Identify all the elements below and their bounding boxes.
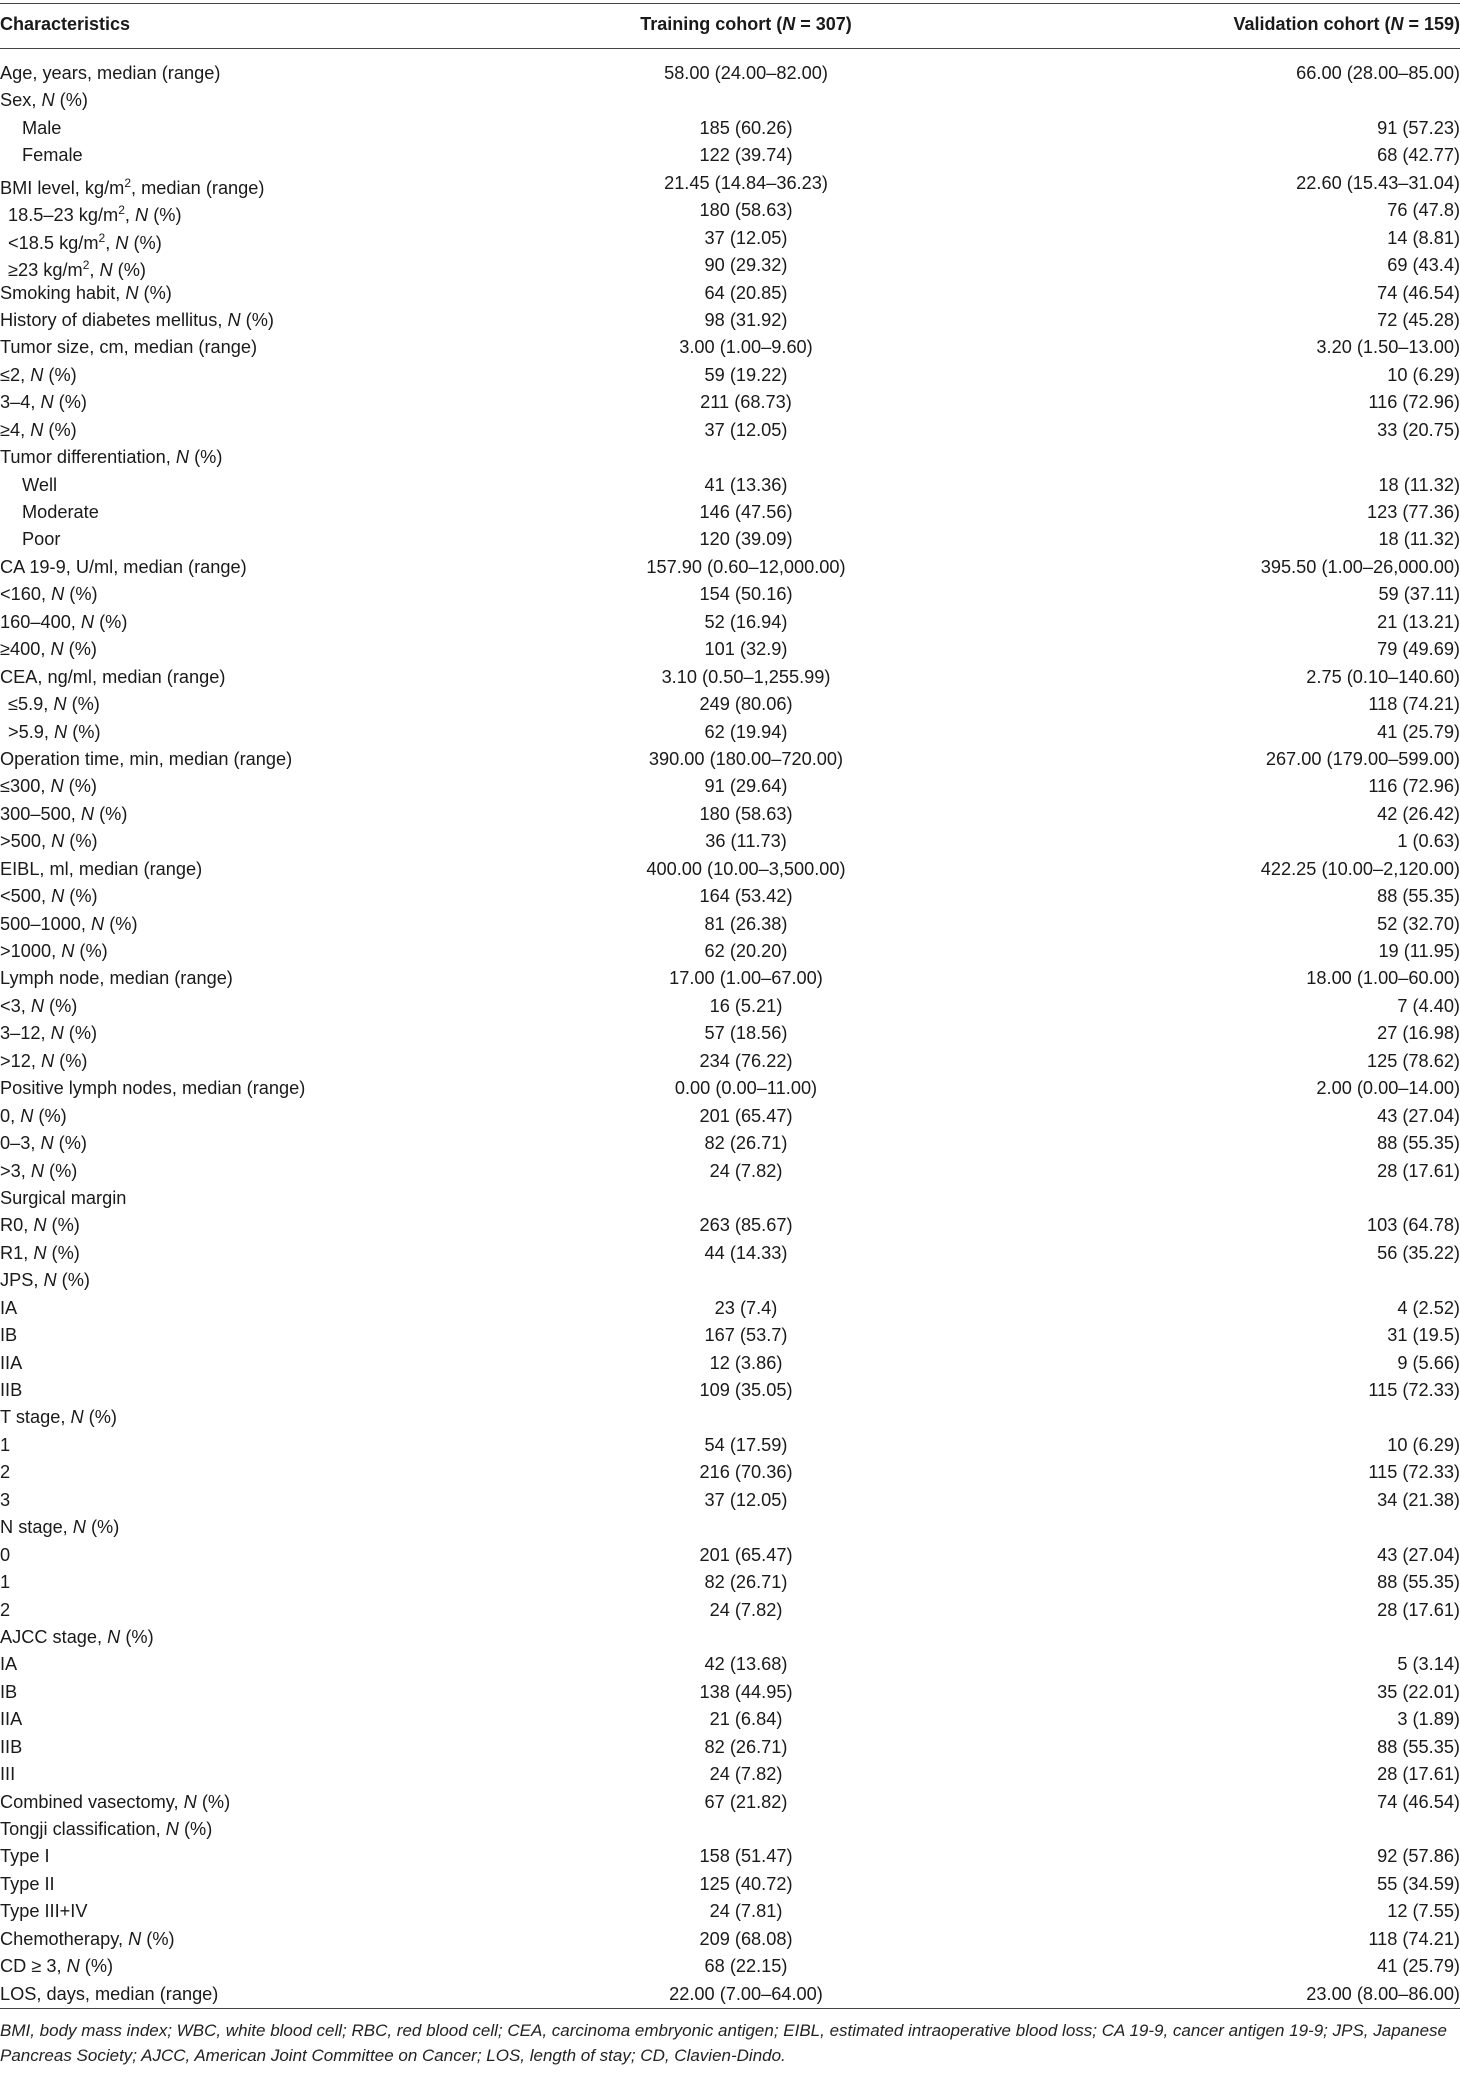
- training-value: 17.00 (1.00–67.00): [669, 968, 823, 989]
- validation-value: 28 (17.61): [1377, 1764, 1460, 1785]
- table-row: [0, 1789, 1460, 1816]
- table-row: [0, 911, 1460, 938]
- table-row: [0, 581, 1460, 608]
- row-label: ≥4, N (%): [0, 419, 77, 440]
- table-row: [0, 554, 1460, 581]
- validation-value: 69 (43.4): [1387, 255, 1460, 276]
- row-label: R1, N (%): [0, 1242, 80, 1263]
- table-row: [0, 1185, 1460, 1212]
- row-label: Age, years, median (range): [0, 63, 221, 83]
- validation-value: 4 (2.52): [1397, 1297, 1460, 1318]
- row-label: Moderate: [22, 502, 99, 522]
- row-label: ≤300, N (%): [0, 776, 97, 797]
- row-label: >12, N (%): [0, 1050, 88, 1071]
- row-label: Female: [22, 145, 83, 166]
- table-row: [0, 417, 1460, 444]
- validation-value: 72 (45.28): [1377, 309, 1460, 330]
- table-row: [0, 252, 1460, 279]
- row-label: R0, N (%): [0, 1215, 80, 1236]
- training-value: 24 (7.82): [709, 1764, 783, 1785]
- training-value: 37 (12.05): [704, 419, 788, 440]
- validation-value: 118 (74.21): [1368, 694, 1460, 715]
- table-row: [0, 362, 1460, 389]
- row-label: Type III+IV: [0, 1901, 88, 1922]
- validation-value: 88 (55.35): [1377, 886, 1460, 907]
- validation-value: 91 (57.23): [1377, 117, 1460, 138]
- row-label: IA: [0, 1654, 18, 1675]
- training-value: 36 (11.73): [705, 831, 787, 852]
- row-label: 160–400, N (%): [0, 611, 128, 632]
- training-value: 64 (20.85): [704, 282, 788, 303]
- table-row: [0, 746, 1460, 773]
- row-label: Smoking habit, N (%): [0, 282, 172, 303]
- table-row: [0, 1514, 1460, 1541]
- row-label: 0, N (%): [0, 1105, 67, 1126]
- row-label: LOS, days, median (range): [0, 1983, 219, 2004]
- row-label: III: [0, 1764, 16, 1785]
- training-value: 52 (16.94): [704, 611, 788, 632]
- table-row: [0, 636, 1460, 663]
- table-row: [0, 389, 1460, 416]
- training-value: 24 (7.82): [709, 1160, 783, 1181]
- training-value: 201 (65.47): [699, 1544, 793, 1565]
- row-label: Tumor differentiation, N (%): [0, 447, 223, 468]
- row-label: Surgical margin: [0, 1187, 127, 1208]
- row-label: 0: [0, 1544, 11, 1565]
- table-row: [0, 334, 1460, 361]
- table-row: [0, 1569, 1460, 1596]
- training-value: 249 (80.06): [699, 694, 793, 715]
- row-label: IIA: [0, 1709, 23, 1730]
- row-label: ≤5.9, N (%): [8, 694, 100, 715]
- table-row: [0, 225, 1460, 252]
- table-row: [0, 1926, 1460, 1953]
- validation-value: 18 (11.32): [1378, 474, 1460, 495]
- training-value: 82 (26.71): [704, 1736, 788, 1757]
- table-footnote: BMI, body mass index; WBC, white blood cell; RBC, red blood cell; CEA, carcinoma embryonic antigen; EIBL, estimated intraoperative blood loss; CA 19-9, cancer antigen 19-9; JPS, Japanese Pancreas Society; AJCC, American Joint Committee on Cancer; LOS, length of stay; CD, Clavien-Dindo.: [0, 2021, 1447, 2065]
- row-label: 2: [0, 1462, 11, 1483]
- training-value: 41 (13.36): [704, 474, 788, 495]
- row-label: 3: [0, 1489, 11, 1510]
- table-row: [0, 1487, 1460, 1514]
- validation-value: 12 (7.55): [1387, 1901, 1460, 1922]
- table-row: [0, 609, 1460, 636]
- validation-value: 28 (17.61): [1377, 1160, 1460, 1181]
- validation-value: 116 (72.96): [1368, 392, 1460, 413]
- table-row: [0, 499, 1460, 526]
- table-row: [0, 1404, 1460, 1431]
- row-label: >5.9, N (%): [8, 721, 101, 742]
- row-label: >1000, N (%): [0, 941, 108, 961]
- training-value: 216 (70.36): [699, 1462, 793, 1483]
- validation-value: 56 (35.22): [1377, 1242, 1460, 1263]
- table-row: [0, 1212, 1460, 1239]
- validation-value: 19 (11.95): [1378, 941, 1460, 961]
- row-label: 18.5–23 $kg/m^2$, N (%): [8, 203, 182, 226]
- table-row: [0, 664, 1460, 691]
- table-row: [0, 142, 1460, 169]
- table-row: [0, 1377, 1460, 1404]
- row-label: 3–4, N (%): [0, 392, 87, 413]
- table-row: [0, 691, 1460, 718]
- row-label: 1: [0, 1572, 11, 1593]
- validation-value: 2.75 (0.10–140.60): [1306, 666, 1460, 687]
- validation-value: 3.20 (1.50–13.00): [1316, 337, 1460, 358]
- training-value: 22.00 (7.00–64.00): [669, 1983, 823, 2004]
- row-label: ≥400, N (%): [0, 639, 97, 660]
- table-row: [0, 60, 1460, 87]
- training-value: 164 (53.42): [699, 886, 793, 907]
- row-label: 1: [0, 1434, 11, 1455]
- table-row: [0, 1103, 1460, 1130]
- table-row: [0, 1459, 1460, 1486]
- row-label: CD ≥ 3, N (%): [0, 1956, 114, 1977]
- row-label: <3, N (%): [0, 995, 78, 1016]
- training-value: 400.00 (10.00–3,500.00): [646, 858, 846, 879]
- table-row: [0, 1953, 1460, 1980]
- table-row: [0, 1048, 1460, 1075]
- validation-value: 9 (5.66): [1397, 1352, 1460, 1373]
- row-label: Well: [22, 474, 58, 495]
- row-label: Combined vasectomy, N (%): [0, 1791, 231, 1812]
- row-label: <160, N (%): [0, 584, 98, 605]
- validation-value: 35 (22.01): [1377, 1681, 1460, 1702]
- training-value: 62 (20.20): [704, 941, 788, 961]
- row-label: Male: [22, 117, 62, 138]
- training-value: 24 (7.81): [709, 1901, 783, 1922]
- training-value: 98 (31.92): [704, 309, 788, 330]
- validation-value: 59 (37.11): [1378, 584, 1460, 605]
- validation-value: 88 (55.35): [1377, 1133, 1460, 1154]
- table-header-rule: [0, 48, 1460, 49]
- training-value: 12 (3.86): [709, 1352, 783, 1373]
- training-value: 91 (29.64): [704, 776, 788, 797]
- row-label: IIA: [0, 1352, 23, 1373]
- row-label: IA: [0, 1297, 18, 1318]
- training-value: 37 (12.05): [704, 1489, 788, 1510]
- row-label: 2: [0, 1599, 11, 1620]
- table-row: [0, 773, 1460, 800]
- training-value: 120 (39.09): [699, 529, 793, 550]
- validation-value: 5 (3.14): [1397, 1654, 1460, 1675]
- row-label: 500–1000, N (%): [0, 913, 138, 934]
- validation-value: 43 (27.04): [1377, 1544, 1460, 1565]
- row-label: BMI level, $kg/m^2$, median (range): [0, 175, 265, 198]
- validation-value: 52 (32.70): [1377, 913, 1460, 934]
- table-row: [0, 1816, 1460, 1843]
- table-row: [0, 856, 1460, 883]
- validation-value: 10 (6.29): [1387, 364, 1460, 385]
- validation-value: 123 (77.36): [1366, 502, 1460, 522]
- training-value: 82 (26.71): [704, 1133, 788, 1154]
- training-value: 185 (60.26): [699, 117, 793, 138]
- validation-value: 22.60 (15.43–31.04): [1296, 172, 1460, 193]
- training-value: 180 (58.63): [699, 200, 793, 221]
- table-row: [0, 1542, 1460, 1569]
- validation-value: 103 (64.78): [1366, 1215, 1460, 1236]
- training-value: 58.00 (24.00–82.00): [664, 63, 828, 83]
- table-row: [0, 1350, 1460, 1377]
- table-row: [0, 1761, 1460, 1788]
- table-row: [0, 1981, 1460, 2008]
- row-label: Positive lymph nodes, median (range): [0, 1078, 306, 1099]
- table-row: [0, 115, 1460, 142]
- training-value: 180 (58.63): [699, 803, 793, 824]
- row-label: ≤2, N (%): [0, 364, 77, 385]
- table-row: [0, 1075, 1460, 1102]
- row-label: Chemotherapy, N (%): [0, 1928, 175, 1949]
- validation-value: 74 (46.54): [1377, 282, 1460, 303]
- row-label: Poor: [22, 529, 61, 550]
- table-row: [0, 1898, 1460, 1925]
- validation-value: 10 (6.29): [1387, 1434, 1460, 1455]
- training-value: 157.90 (0.60–12,000.00): [646, 556, 846, 577]
- training-value: 109 (35.05): [699, 1380, 793, 1400]
- table-row: [0, 1267, 1460, 1294]
- table-row: [0, 719, 1460, 746]
- training-value: 167 (53.7): [704, 1325, 788, 1346]
- table-bottom-rule: [0, 2008, 1460, 2009]
- row-label: EIBL, ml, median (range): [0, 858, 203, 879]
- training-value: 67 (21.82): [704, 1791, 788, 1812]
- validation-value: 88 (55.35): [1377, 1572, 1460, 1593]
- training-value: 0.00 (0.00–11.00): [674, 1078, 818, 1099]
- validation-value: 41 (25.79): [1377, 1956, 1460, 1977]
- table-row: [0, 472, 1460, 499]
- row-label: IB: [0, 1681, 18, 1702]
- training-value: 122 (39.74): [699, 145, 793, 166]
- validation-value: 28 (17.61): [1377, 1599, 1460, 1620]
- training-value: 21.45 (14.84–36.23): [664, 172, 828, 193]
- validation-value: 33 (20.75): [1377, 419, 1460, 440]
- row-label: Type I: [0, 1846, 50, 1867]
- table-row: [0, 883, 1460, 910]
- validation-value: 2.00 (0.00–14.00): [1316, 1078, 1460, 1099]
- training-value: 16 (5.21): [709, 995, 783, 1016]
- row-label: Operation time, min, median (range): [0, 748, 293, 769]
- table-row: [0, 87, 1460, 114]
- table-row: [0, 1158, 1460, 1185]
- training-value: 201 (65.47): [699, 1105, 793, 1126]
- training-value: 138 (44.95): [699, 1681, 793, 1702]
- row-label: Sex, N (%): [0, 90, 88, 111]
- training-value: 234 (76.22): [699, 1050, 793, 1071]
- table-row: [0, 1597, 1460, 1624]
- row-label: AJCC stage, N (%): [0, 1626, 154, 1647]
- training-value: 263 (85.67): [699, 1215, 793, 1236]
- training-value: 37 (12.05): [704, 227, 788, 248]
- row-label: >500, N (%): [0, 831, 98, 852]
- training-value: 23 (7.4): [714, 1297, 778, 1318]
- validation-value: 43 (27.04): [1377, 1105, 1460, 1126]
- validation-value: 66.00 (28.00–85.00): [1296, 63, 1460, 83]
- table-row: [0, 1706, 1460, 1733]
- row-label: ≥23 $kg/m^2$, N (%): [8, 258, 146, 281]
- row-label: History of diabetes mellitus, N (%): [0, 309, 274, 330]
- row-label: T stage, N (%): [0, 1407, 117, 1428]
- row-label: 300–500, N (%): [0, 803, 128, 824]
- validation-value: 18 (11.32): [1378, 529, 1460, 550]
- training-value: 3.10 (0.50–1,255.99): [661, 666, 831, 687]
- training-value: 3.00 (1.00–9.60): [679, 337, 813, 358]
- table-row: [0, 280, 1460, 307]
- table-row: [0, 1679, 1460, 1706]
- training-value: 21 (6.84): [709, 1709, 783, 1730]
- table-row: [0, 1651, 1460, 1678]
- header-characteristics: Characteristics: [0, 14, 131, 34]
- validation-value: 7 (4.40): [1397, 995, 1460, 1016]
- row-label: JPS, N (%): [0, 1270, 90, 1291]
- validation-value: 21 (13.21): [1377, 611, 1460, 632]
- row-label: Tumor size, cm, median (range): [0, 337, 258, 358]
- training-value: 54 (17.59): [704, 1434, 788, 1455]
- table-row: [0, 526, 1460, 553]
- row-label: CEA, ng/ml, median (range): [0, 666, 226, 687]
- training-value: 81 (26.38): [704, 913, 788, 934]
- training-value: 68 (22.15): [704, 1956, 788, 1977]
- row-label: >3, N (%): [0, 1160, 78, 1181]
- table-row: [0, 1020, 1460, 1047]
- validation-value: 42 (26.42): [1377, 803, 1460, 824]
- table-row: [0, 1295, 1460, 1322]
- validation-value: 27 (16.98): [1377, 1023, 1460, 1044]
- table-row: [0, 444, 1460, 471]
- row-label: CA 19-9, U/ml, median (range): [0, 556, 247, 577]
- training-value: 154 (50.16): [699, 584, 793, 605]
- validation-value: 267.00 (179.00–599.00): [1265, 748, 1460, 769]
- table-row: [0, 1322, 1460, 1349]
- training-value: 125 (40.72): [699, 1873, 793, 1894]
- training-value: 146 (47.56): [699, 502, 793, 522]
- table-row: [0, 1130, 1460, 1157]
- row-label: Tongji classification, N (%): [0, 1819, 213, 1839]
- training-value: 44 (14.33): [704, 1242, 788, 1263]
- table-row: [0, 828, 1460, 855]
- validation-value: 118 (74.21): [1368, 1928, 1460, 1949]
- training-value: 390.00 (180.00–720.00): [648, 748, 844, 769]
- training-value: 90 (29.32): [704, 255, 788, 276]
- table-row: [0, 801, 1460, 828]
- row-label: N stage, N (%): [0, 1517, 120, 1538]
- validation-value: 395.50 (1.00–26,000.00): [1260, 556, 1460, 577]
- row-label: 0–3, N (%): [0, 1133, 87, 1154]
- row-label: IIB: [0, 1380, 23, 1400]
- training-value: 24 (7.82): [709, 1599, 783, 1620]
- training-value: 57 (18.56): [704, 1023, 788, 1044]
- validation-value: 55 (34.59): [1377, 1873, 1460, 1894]
- row-label: Lymph node, median (range): [0, 968, 233, 989]
- row-label: Type II: [0, 1873, 55, 1894]
- validation-value: 125 (78.62): [1366, 1050, 1460, 1071]
- validation-value: 79 (49.69): [1377, 639, 1460, 660]
- validation-value: 1 (0.63): [1397, 831, 1460, 852]
- table-row: [0, 965, 1460, 992]
- training-value: 42 (13.68): [704, 1654, 788, 1675]
- header-validation-cohort: Validation cohort (N = 159): [1233, 14, 1460, 34]
- training-value: 101 (32.9): [704, 639, 788, 660]
- training-value: 82 (26.71): [704, 1572, 788, 1593]
- table-header: [0, 0, 1460, 48]
- validation-value: 115 (72.33): [1368, 1462, 1460, 1483]
- validation-value: 76 (47.8): [1387, 200, 1460, 221]
- row-label: IB: [0, 1325, 18, 1346]
- training-value: 211 (68.73): [700, 392, 792, 413]
- training-value: 158 (51.47): [699, 1846, 793, 1867]
- validation-value: 23.00 (8.00–86.00): [1306, 1983, 1460, 2004]
- validation-value: 3 (1.89): [1397, 1709, 1460, 1730]
- table-body: [0, 60, 1460, 2008]
- table-row: [0, 170, 1460, 197]
- training-value: 209 (68.08): [699, 1928, 793, 1949]
- table-row: [0, 307, 1460, 334]
- validation-value: 41 (25.79): [1377, 721, 1460, 742]
- table-row: [0, 1432, 1460, 1459]
- validation-value: 92 (57.86): [1377, 1846, 1460, 1867]
- training-value: 59 (19.22): [704, 364, 788, 385]
- row-label: <18.5 $kg/m^2$, N (%): [8, 230, 162, 253]
- validation-value: 116 (72.96): [1368, 776, 1460, 797]
- validation-value: 115 (72.33): [1368, 1380, 1460, 1400]
- validation-value: 34 (21.38): [1377, 1489, 1460, 1510]
- table-row: [0, 1843, 1460, 1870]
- row-label: 3–12, N (%): [0, 1023, 98, 1044]
- table-row: [0, 197, 1460, 224]
- validation-value: 74 (46.54): [1377, 1791, 1460, 1812]
- row-label: IIB: [0, 1736, 23, 1757]
- table-row: [0, 1871, 1460, 1898]
- table-row: [0, 938, 1460, 965]
- validation-value: 422.25 (10.00–2,120.00): [1260, 858, 1460, 879]
- table-row: [0, 1624, 1460, 1651]
- validation-value: 68 (42.77): [1377, 145, 1460, 166]
- table-row: [0, 993, 1460, 1020]
- validation-value: 88 (55.35): [1377, 1736, 1460, 1757]
- table-row: [0, 1240, 1460, 1267]
- training-value: 62 (19.94): [704, 721, 788, 742]
- validation-value: 18.00 (1.00–60.00): [1306, 968, 1460, 989]
- table-row: [0, 1734, 1460, 1761]
- validation-value: 14 (8.81): [1387, 227, 1460, 248]
- validation-value: 31 (19.5): [1387, 1325, 1460, 1346]
- header-training-cohort: Training cohort (N = 307): [640, 14, 852, 34]
- row-label: <500, N (%): [0, 886, 98, 907]
